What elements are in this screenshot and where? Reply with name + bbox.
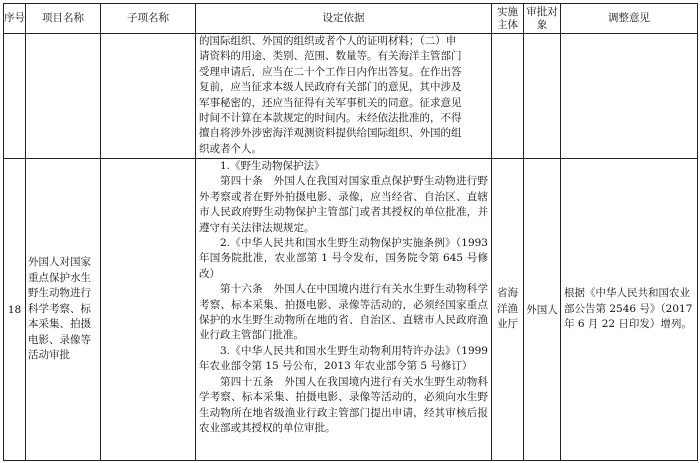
basis-line: 受理申请后，应当在二十个工作日内作出答复。在作出答 (199, 65, 462, 78)
header-row (4, 4, 698, 34)
header-item-name: 项目名称 (26, 4, 101, 34)
impl-body-cell: 省海洋渔业厅 (492, 159, 524, 461)
approval-obj-cell: 外国人 (524, 159, 561, 461)
basis-line: 军事秘密的，还应当征得有关军事机关的同意。征求意见 (199, 96, 462, 109)
basis-line: 复前，应当征求本级人民政府有关部门的意见，其中涉及 (199, 81, 462, 94)
adjust-cell: 根据《中华人民共和国农业部公告第 2546 号》（2017 年 6 月 22 日印发）增列。 (561, 159, 698, 461)
header-adjust: 调整意见 (561, 4, 698, 34)
approval-items-table (3, 3, 698, 461)
header-impl-body: 实施主体 (492, 4, 524, 34)
basis-line: 擅自将涉外涉密海洋观测资料提供给国际组织、外国的组 (199, 127, 462, 140)
basis-line: 请资料的用途、类别、范围、数量等。有关海洋主管部门 (199, 50, 462, 63)
basis-paragraph: 第十六条 外国人在中国境内进行有关水生野生动物科学考察、标本采集、拍摄电影、录像等活动的，必须经国家重点保护的水生野生动物所在地的省、自治区、直辖市人民政府渔业行政主管部门批准。 (199, 283, 488, 342)
basis-cell (196, 159, 492, 461)
basis-line: 时间不计算在本款规定的时间内。未经依法批准的，不得 (199, 112, 462, 125)
header-sub-item: 子项名称 (101, 4, 196, 34)
header-basis: 设定依据 (196, 4, 492, 34)
basis-paragraph: 第四十五条 外国人在我国境内进行有关水生野生动物科学考察、标本采集、拍摄电影、录像等活动的，必须向水生野生动物所在地省级渔业行政主管部门提出申请，经其审核后报农业部或其授权的单位审批。 (199, 375, 488, 434)
header-seq: 序号 (4, 4, 26, 34)
table-row-18 (4, 159, 698, 461)
basis-line: 织或者个人。 (199, 142, 262, 155)
basis-paragraph: 第四十条 外国人在我国对国家重点保护野生动物进行野外考察或者在野外拍摄电影、录像，应当经省、自治区、直辖市人民政府野生动物保护主管部门或者其授权的单位批准，并遵守有关法律法规规定。 (199, 175, 488, 234)
sub-item-cell (101, 159, 196, 461)
header-approval-obj: 审批对象 (524, 4, 561, 34)
basis-paragraph: 3.《中华人民共和国水生野生动物利用特许办法》（1999 年农业部令第 15 号公布，2013 年农业部令第 5 号修订） (199, 344, 488, 373)
basis-paragraph: 1.《野生动物保护法》 (220, 160, 325, 172)
basis-continued-cell (196, 34, 492, 159)
seq-cell: 18 (4, 159, 26, 461)
table-row-continued (4, 34, 698, 159)
item-name-cell: 外国人对国家重点保护水生野生动物进行科学考察、标本采集、拍摄电影、录像等活动审批 (26, 159, 101, 461)
basis-paragraph: 2.《中华人民共和国水生野生动物保护实施条例》（1993 年国务院批准，农业部第 1 号令发布，国务院令第 645 号修改） (199, 237, 488, 280)
basis-line: 的国际组织、外国的组织或者个人的证明材料；（二）申 (199, 35, 457, 47)
